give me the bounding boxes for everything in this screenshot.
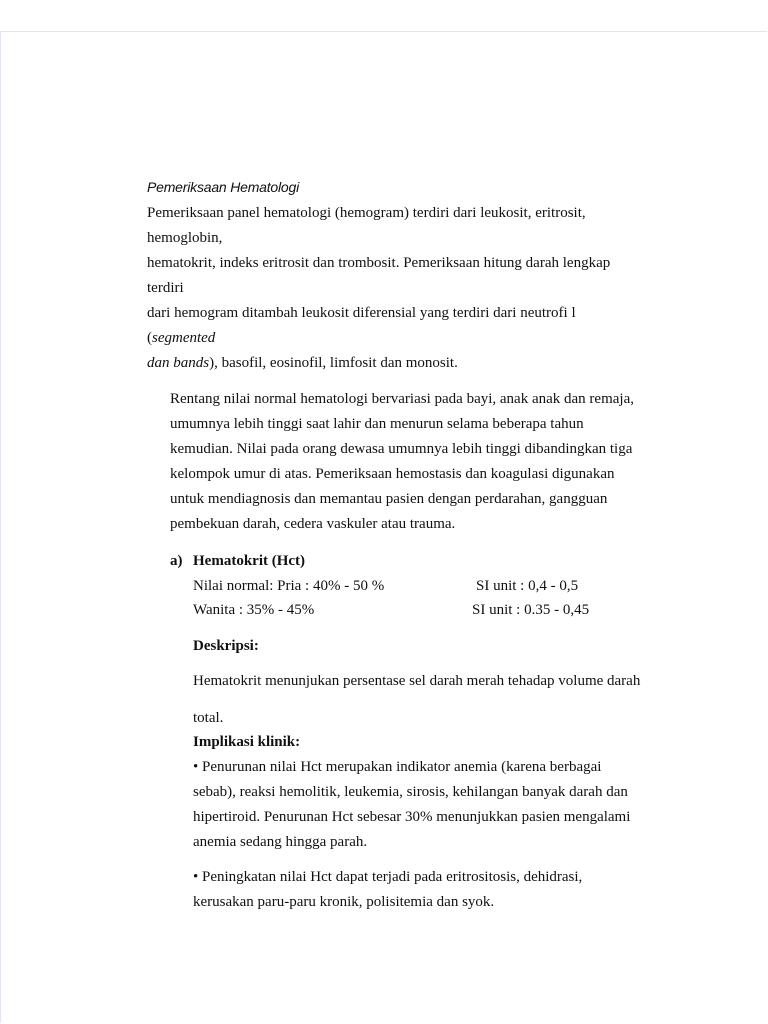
intro-line-7 bbox=[147, 354, 458, 372]
normal-value-wanita: Wanita : 35% - 45% bbox=[193, 602, 315, 618]
section-marker: a) bbox=[170, 553, 183, 569]
paren-open: ( bbox=[147, 330, 152, 346]
clinical-implication-label: Implikasi klinik: bbox=[193, 734, 301, 750]
intro-line-6 bbox=[147, 329, 215, 347]
intro-line-4: terdiri bbox=[147, 280, 184, 296]
italic-segmented: segmented bbox=[152, 330, 216, 346]
paragraph-line-6: pembekuan darah, cedera vaskuler atau trauma. bbox=[170, 516, 456, 532]
paragraph-line-2: umumnya lebih tinggi saat lahir dan menurun selama beberapa tahun bbox=[170, 416, 584, 432]
description-line-2: total. bbox=[193, 710, 224, 726]
section-heading: Hematokrit (Hct) bbox=[193, 553, 306, 569]
italic-dan-bands: dan bands bbox=[147, 355, 210, 371]
description-line-1: Hematokrit menunjukan persentase sel darah merah tehadap volume darah bbox=[193, 673, 641, 689]
implication-2-line-1: • Peningkatan nilai Hct dapat terjadi pada eritrositosis, dehidrasi, bbox=[193, 869, 583, 885]
intro-line-1: Pemeriksaan panel hematologi (hemogram) terdiri dari leukosit, eritrosit, bbox=[147, 205, 586, 221]
normal-value-pria: Nilai normal: Pria : 40% - 50 % bbox=[193, 578, 385, 594]
intro-line-3: hematokrit, indeks eritrosit dan trombosit. Pemeriksaan hitung darah lengkap bbox=[147, 255, 611, 271]
implication-1-line-1: • Penurunan nilai Hct merupakan indikator anemia (karena berbagai bbox=[193, 759, 602, 775]
implication-1-line-4: anemia sedang hingga parah. bbox=[193, 834, 368, 850]
intro-line-7-rest: ), basofil, eosinofil, limfosit dan monosit. bbox=[209, 355, 458, 371]
implication-1-line-3: hipertiroid. Penurunan Hct sebesar 30% menunjukkan pasien mengalami bbox=[193, 809, 631, 825]
intro-line-2: hemoglobin, bbox=[147, 230, 223, 246]
implication-2-line-2: kerusakan paru-paru kronik, polisitemia dan syok. bbox=[193, 894, 495, 910]
implication-1-line-2: sebab), reaksi hemolitik, leukemia, sirosis, kehilangan banyak darah dan bbox=[193, 784, 628, 800]
description-label: Deskripsi: bbox=[193, 638, 259, 654]
intro-line-5: dari hemogram ditambah leukosit diferensial yang terdiri dari neutrofi l bbox=[147, 305, 576, 321]
paragraph-line-4: kelompok umur di atas. Pemeriksaan hemostasis dan koagulasi digunakan bbox=[170, 466, 615, 482]
paragraph-line-1: Rentang nilai normal hematologi bervariasi pada bayi, anak anak dan remaja, bbox=[170, 391, 634, 407]
paragraph-line-3: kemudian. Nilai pada orang dewasa umumnya lebih tinggi dibandingkan tiga bbox=[170, 441, 633, 457]
section-title: Pemeriksaan Hematologi bbox=[147, 179, 300, 195]
paragraph-line-5: untuk mendiagnosis dan memantau pasien dengan perdarahan, gangguan bbox=[170, 491, 608, 507]
si-unit-wanita: SI unit : 0.35 - 0,45 bbox=[472, 602, 590, 618]
si-unit-pria: SI unit : 0,4 - 0,5 bbox=[476, 578, 579, 594]
